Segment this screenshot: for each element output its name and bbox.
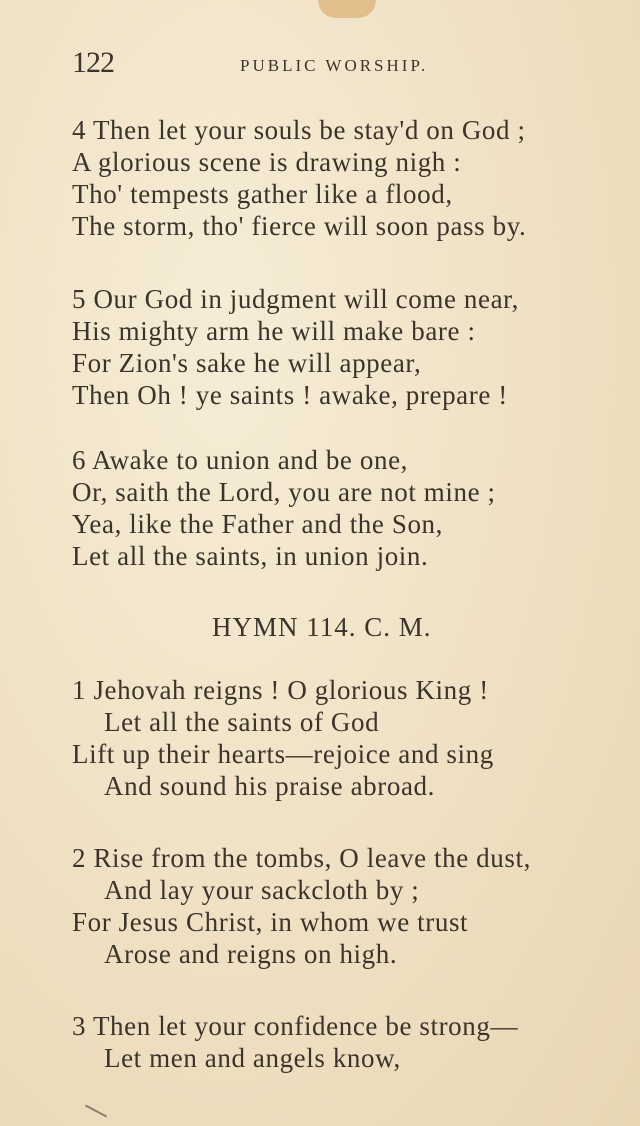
hymn-verse-3	[0, 1010, 640, 1074]
verse-line: For Jesus Christ, in whom we trust	[72, 907, 469, 937]
verse-line: 5 Our God in judgment will come near,	[72, 284, 520, 314]
verse-line: His mighty arm he will make bare :	[72, 316, 476, 346]
page-header	[0, 46, 640, 86]
verse-line: 2 Rise from the tombs, O leave the dust,	[72, 843, 531, 873]
page-number: 122	[72, 46, 114, 79]
verse-line: Then Oh ! ye saints ! awake, prepare !	[72, 380, 508, 410]
verse-line: Let men and angels know,	[104, 1043, 401, 1073]
verse-line: Let all the saints, in union join.	[72, 541, 429, 571]
verse-line: Let all the saints of God	[104, 707, 380, 737]
footer-mark	[85, 1104, 107, 1117]
top-ornament	[318, 0, 376, 18]
verse-line: Tho' tempests gather like a flood,	[72, 179, 453, 209]
verse-6	[0, 444, 640, 572]
verse-5	[0, 283, 640, 411]
verse-line: 3 Then let your confidence be strong—	[72, 1011, 519, 1041]
hymn-title: HYMN 114. C. M.	[212, 612, 432, 642]
verse-line: Yea, like the Father and the Son,	[72, 509, 443, 539]
verse-line: The storm, tho' fierce will soon pass by.	[72, 211, 527, 241]
verse-line: Or, saith the Lord, you are not mine ;	[72, 477, 496, 507]
running-head: PUBLIC WORSHIP.	[240, 56, 429, 75]
hymn-verse-1	[0, 674, 640, 802]
verse-line: For Zion's sake he will appear,	[72, 348, 422, 378]
hymn-verse-2	[0, 842, 640, 970]
verse-line: Arose and reigns on high.	[104, 939, 398, 969]
verse-line: Lift up their hearts—rejoice and sing	[72, 739, 494, 769]
verse-line: And sound his praise abroad.	[104, 771, 435, 801]
verse-line: A glorious scene is drawing nigh :	[72, 147, 462, 177]
verse-line: And lay your sackcloth by ;	[104, 875, 420, 905]
verse-line: 1 Jehovah reigns ! O glorious King !	[72, 675, 489, 705]
verse-line: 4 Then let your souls be stay'd on God ;	[72, 115, 526, 145]
verse-4	[0, 114, 640, 242]
verse-line: 6 Awake to union and be one,	[72, 445, 409, 475]
